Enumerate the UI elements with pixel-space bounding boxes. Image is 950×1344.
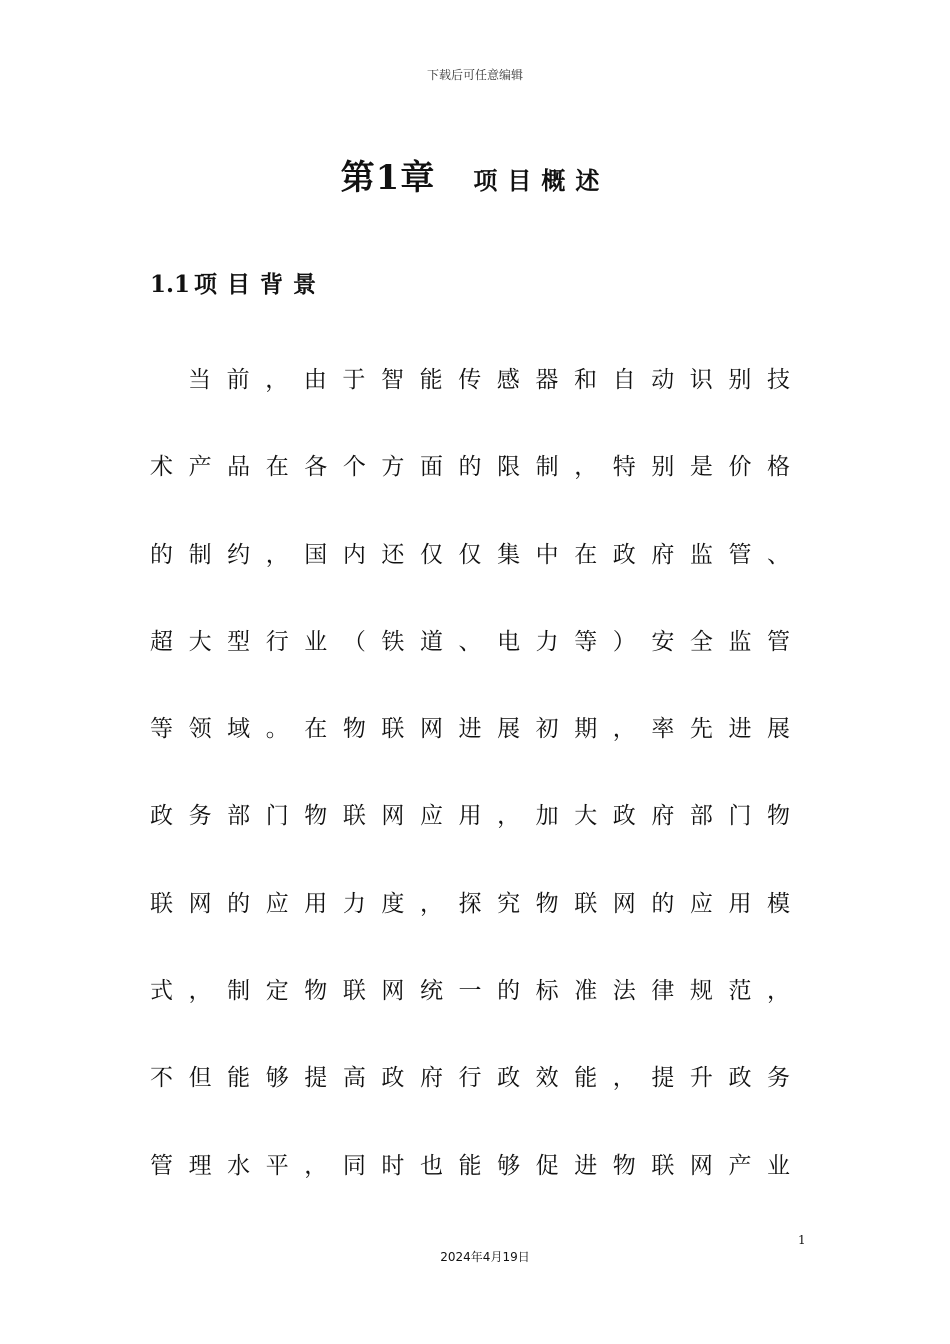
paragraph-line: 式，制定物联网统一的标准法律规范，: [150, 978, 790, 1005]
page-header: 下载后可任意编辑: [426, 68, 523, 82]
chapter-title: [0, 150, 950, 199]
section-number: 1.1: [150, 271, 191, 298]
paragraph-line: 等领域。在物联网进展初期，率先进展: [150, 716, 790, 743]
paragraph-line: 管理水平，同时也能够促进物联网产业: [150, 1152, 790, 1179]
paragraph-line: 不但能够提高政府行政效能，提升政务: [150, 1065, 790, 1092]
paragraph-line: 联网的应用力度，探究物联网的应用模: [150, 890, 790, 917]
footer-date: 2024年4月19日: [440, 1250, 530, 1264]
section-title: [150, 266, 326, 299]
chapter-number: 第1章: [340, 158, 436, 198]
paragraph-line: 超大型行业（铁道、电力等）安全监管: [150, 628, 790, 655]
paragraph-line: 术产品在各个方面的限制，特别是价格: [150, 454, 790, 481]
page-number: 1: [798, 1233, 806, 1247]
section-name: 项目背景: [194, 272, 327, 298]
paragraph-line: 政务部门物联网应用，加大政府部门物: [150, 803, 790, 830]
chapter-name: 项目概述: [473, 167, 610, 195]
paragraph-line: 的制约，国内还仅仅集中在政府监管、: [150, 541, 790, 568]
paragraph-line: 当前，由于智能传感器和自动识别技: [188, 367, 790, 393]
body-paragraph: [150, 360, 790, 1233]
